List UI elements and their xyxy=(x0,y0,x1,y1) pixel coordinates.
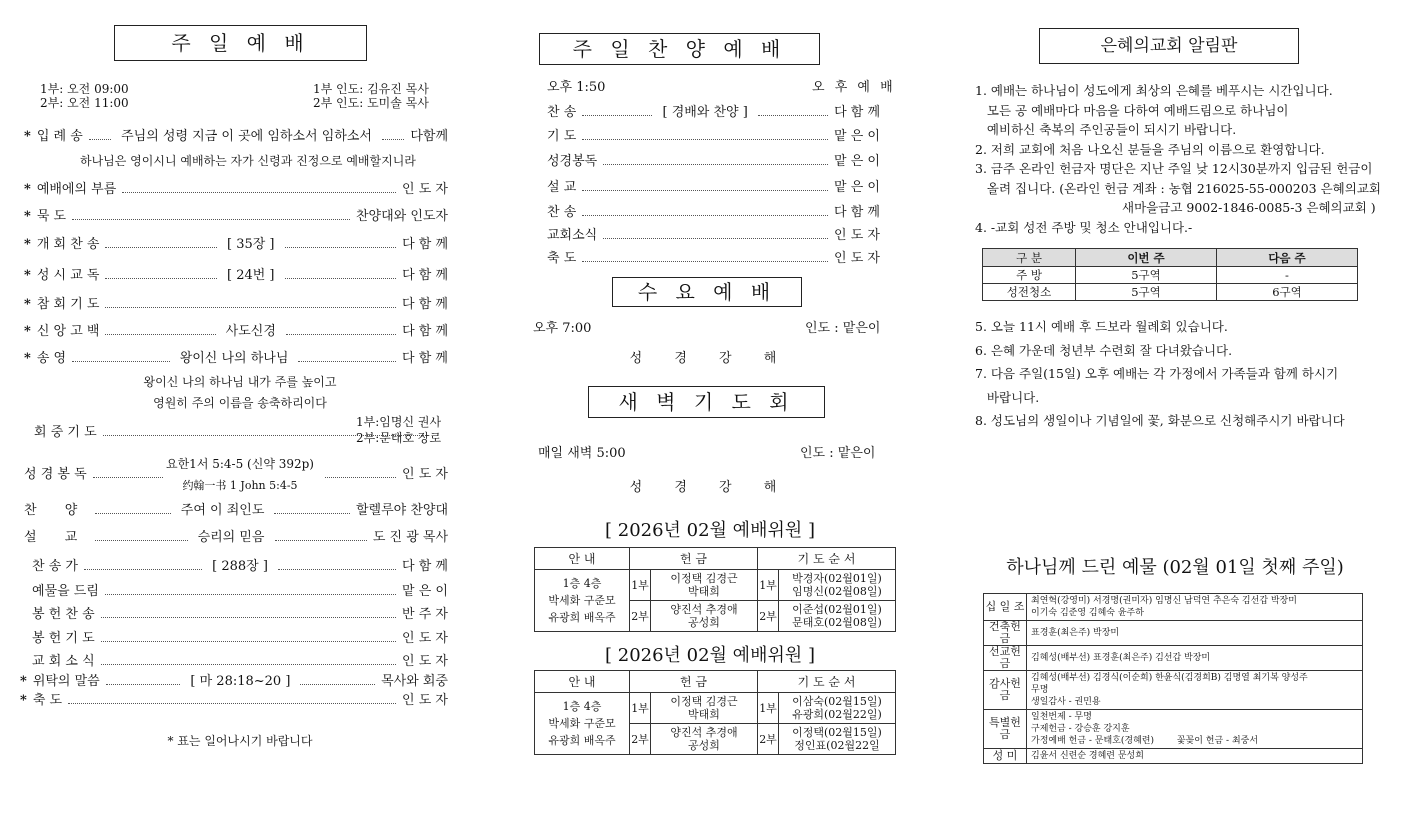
star-mark: * xyxy=(24,182,31,197)
order-item-label: 성 시 교 독 xyxy=(36,268,100,283)
order-item-label: 찬 양 xyxy=(24,503,90,518)
order-item-mid: 주님의 성령 지금 이 곳에 임하소서 임하소서 xyxy=(121,129,372,144)
guide-line: 박세화 구준모 xyxy=(548,717,616,730)
order-item-label: 예배에의 부름 xyxy=(36,182,117,197)
offer-part: 1부 xyxy=(630,693,651,724)
order-item xyxy=(32,556,448,574)
order-item-right: 맡 은 이 xyxy=(834,154,880,169)
order-item xyxy=(547,177,880,195)
service-times xyxy=(40,82,129,110)
offer-names xyxy=(651,601,758,632)
notice-line: 3. 금주 온라인 헌금자 명단은 지난 주일 낮 12시30분까지 입금된 헌금이 xyxy=(975,161,1373,176)
opening-verse: 하나님은 영이시니 예배하는 자가 신령과 진정으로 예배할지니라 xyxy=(80,154,416,168)
offering-names xyxy=(1027,594,1363,621)
order-item xyxy=(547,102,880,120)
clean-header: 이번 주 xyxy=(1076,249,1217,267)
wednesday-title: 수 요 예 배 xyxy=(612,277,802,307)
order-item-right: 다 함 께 xyxy=(402,351,448,366)
order-item-label: 교 회 소 식 xyxy=(32,654,95,669)
offering-line: 최연혁(강영미) 서경명(권미자) 임명신 남덕연 추은숙 김선갑 박장미 xyxy=(1031,596,1297,606)
star-mark: * xyxy=(24,297,31,312)
offer-name: 양진석 추경애 xyxy=(670,726,738,739)
offering-category: 성 미 xyxy=(984,749,1027,764)
order-item-mid: 주여 이 죄인도 xyxy=(180,503,265,518)
order-item-right: 맡 은 이 xyxy=(834,129,880,144)
doxology-line-1: 왕이신 나의 하나님 내가 주를 높이고 xyxy=(143,375,337,389)
offering-row xyxy=(984,749,1363,764)
star-mark: * xyxy=(20,693,27,708)
order-item xyxy=(24,265,448,283)
order-item-mid: [ 마 28:18~20 ] xyxy=(190,674,291,689)
order-item-label: 축 도 xyxy=(32,693,63,708)
prayer-part: 2부 xyxy=(758,601,779,632)
clean-header: 구 분 xyxy=(983,249,1076,267)
prayer-name: 문태호(02월08일) xyxy=(792,616,882,629)
offer-name: 박태희 xyxy=(688,708,720,721)
order-item-right: 인 도 자 xyxy=(402,631,448,646)
offering-category: 건축헌금 xyxy=(984,621,1027,646)
order-item xyxy=(24,234,448,252)
scripture-ref-en: 约翰一书 1 John 5:4-5 xyxy=(182,479,298,492)
offering-line: 생일감사 - 권민용 xyxy=(1031,697,1101,707)
order-item-label: 위탁의 말씀 xyxy=(32,674,100,689)
offering-row xyxy=(984,621,1363,646)
guide-line: 유광희 배옥주 xyxy=(548,611,616,624)
notice-line: 바랍니다. xyxy=(975,389,1040,405)
order-item-mid: 승리의 믿음 xyxy=(197,530,265,545)
notice-line: 1. 예배는 하나님이 성도에게 최상의 은혜를 베푸시는 시간입니다. xyxy=(975,83,1333,98)
duty-header: 안 내 xyxy=(535,548,630,570)
notice-list xyxy=(975,80,1381,236)
notice-line: 2. 저희 교회에 처음 나오신 분들을 주님의 이름으로 환영합니다. xyxy=(975,141,1325,157)
clean-cell: 주 방 xyxy=(983,267,1076,284)
order-item-label: 봉 헌 기 도 xyxy=(32,631,95,646)
order-item xyxy=(547,248,880,266)
order-item-mid: 왕이신 나의 하나님 xyxy=(179,351,289,366)
order-item-label: 교회소식 xyxy=(547,228,598,243)
order-item xyxy=(24,348,448,366)
clean-cell: 6구역 xyxy=(1217,284,1358,301)
order-item-right: 인 도 자 xyxy=(402,182,448,197)
dawn-sub: 성 경 강 해 xyxy=(629,480,791,495)
cleaning-table xyxy=(982,248,1358,301)
order-item-label: 신 앙 고 백 xyxy=(36,324,100,339)
order-item-right: 인 도 자 xyxy=(834,228,880,243)
prayer-part: 2부 xyxy=(758,724,779,755)
star-mark: * xyxy=(24,237,31,252)
notice-list-2 xyxy=(975,316,1345,434)
duty-header: 헌 금 xyxy=(630,671,758,693)
order-item-mid: [ 288장 ] xyxy=(212,559,268,574)
prayer-names xyxy=(779,601,896,632)
order-item-label: 송 영 xyxy=(36,351,67,366)
duty-title-2: [ 2026년 02월 예배위원 ] xyxy=(605,645,815,666)
offer-names xyxy=(651,570,758,601)
order-item-right: 인 도 자 xyxy=(402,654,448,669)
offering-names xyxy=(1027,749,1363,764)
order-item xyxy=(32,628,448,646)
prayer-name: 유광희(02월22일) xyxy=(792,708,882,721)
order-item-right: 다 함 께 xyxy=(402,324,449,339)
order-item-right: 다 함 께 xyxy=(402,559,448,574)
offer-name: 이정택 김경근 xyxy=(670,695,738,708)
order-item-right: 다 함 께 xyxy=(834,205,880,220)
prayer-name: 박경자(02월01일) xyxy=(792,572,882,585)
order-item-right: 맡 은 이 xyxy=(834,180,880,195)
prayer-name: 이정택(02월15일) xyxy=(792,726,882,739)
order-item-right: 인 도 자 xyxy=(834,251,880,266)
order-item-label: 설 교 xyxy=(24,530,90,545)
duty-guide xyxy=(535,693,630,755)
order-item xyxy=(24,321,448,339)
offering-line: 구제헌금 - 강승훈 강지훈 xyxy=(1031,724,1130,734)
prayer-leader-2: 2부:문태호 장로 xyxy=(356,431,442,445)
service-time-2: 2부: 오전 11:00 xyxy=(40,96,129,110)
notice-line: 6. 은혜 가운데 청년부 수련회 잘 다녀왔습니다. xyxy=(975,342,1233,358)
offer-name: 공성희 xyxy=(688,616,720,629)
order-item-label: 참 회 기 도 xyxy=(36,297,100,312)
order-item xyxy=(32,604,448,622)
dawn-title: 새 벽 기 도 회 xyxy=(588,386,825,418)
order-item-right: 다함께 xyxy=(410,129,449,144)
offering-names xyxy=(1027,710,1363,749)
order-item-mid: 사도신경 xyxy=(225,324,276,339)
order-item-label: 성경봉독 xyxy=(547,154,598,169)
order-item-label: 입 례 송 xyxy=(36,129,83,144)
order-item-right: 인 도 자 xyxy=(402,467,448,482)
duty-header: 기 도 순 서 xyxy=(758,548,896,570)
afternoon-time: 오후 1:50 xyxy=(547,80,606,95)
offer-name: 양진석 추경애 xyxy=(670,603,738,616)
star-mark: * xyxy=(24,129,31,144)
offering-line: 일천번제 - 무명 xyxy=(1031,712,1092,722)
duty-header: 헌 금 xyxy=(630,548,758,570)
service-time-1: 1부: 오전 09:00 xyxy=(40,82,129,96)
dawn-time: 매일 새벽 5:00 xyxy=(538,446,626,461)
prayer-part: 1부 xyxy=(758,693,779,724)
right-title: 은혜의교회 알림판 xyxy=(1039,28,1299,64)
guide-line: 1층 4층 xyxy=(562,577,602,590)
duty-table xyxy=(534,547,896,632)
order-item-right: 할렐루야 찬양대 xyxy=(355,503,449,518)
order-item xyxy=(547,225,880,243)
guide-line: 1층 4층 xyxy=(562,700,602,713)
order-item-label: 기 도 xyxy=(547,129,577,144)
order-item-label: 개 회 찬 송 xyxy=(36,237,100,252)
offering-row xyxy=(984,710,1363,749)
wednesday-leader: 인도 : 맡은이 xyxy=(805,321,881,336)
offer-part: 2부 xyxy=(630,601,651,632)
offering-line: 이기숙 김준영 김혜숙 윤주하 xyxy=(1031,608,1144,618)
offer-name: 공성희 xyxy=(688,739,720,752)
offer-names xyxy=(651,693,758,724)
offering-row xyxy=(984,594,1363,621)
offering-title: 하나님께 드린 예물 (02월 01일 첫째 주일) xyxy=(1006,557,1344,578)
order-item-right: 다 함 께 xyxy=(402,297,448,312)
prayer-name: 이준섭(02월01일) xyxy=(792,603,882,616)
guide-line: 박세화 구준모 xyxy=(548,594,616,607)
order-item-label: 설 교 xyxy=(547,180,577,195)
clean-cell: - xyxy=(1217,267,1358,284)
order-item xyxy=(24,179,448,197)
order-item-label: 찬 송 xyxy=(547,205,577,220)
offering-line: 표경훈(최은주) 박장미 xyxy=(1031,628,1120,638)
order-item-label: 예물을 드림 xyxy=(32,584,99,599)
offering-line: 김혜성(배부선) 표경훈(최은주) 김선갑 박장미 xyxy=(1031,653,1211,663)
offer-name: 박태희 xyxy=(688,585,720,598)
order-item-right: 인 도 자 xyxy=(402,693,448,708)
prayer-names xyxy=(779,570,896,601)
wednesday-time: 오후 7:00 xyxy=(533,321,592,336)
order-item-label: 성 경 봉 독 xyxy=(24,467,87,482)
star-mark: * xyxy=(24,324,31,339)
prayer-leader-1: 1부:임명신 권사 xyxy=(356,415,442,429)
order-item-right: 반 주 자 xyxy=(402,607,448,622)
offer-part: 1부 xyxy=(630,570,651,601)
offering-row xyxy=(984,646,1363,671)
offer-names xyxy=(651,724,758,755)
offering-category: 선교헌금 xyxy=(984,646,1027,671)
duty-title-1: [ 2026년 02월 예배위원 ] xyxy=(605,520,815,541)
order-item-right: 다 함 께 xyxy=(402,237,449,252)
notice-line: 4. -교회 성전 주방 및 청소 안내입니다.- xyxy=(975,219,1193,235)
notice-line: 올려 집니다. (온라인 헌금 계좌 : 농협 216025-55-000203 은혜의교회 xyxy=(975,180,1381,196)
offering-line: 무명 xyxy=(1031,685,1049,695)
order-item-right: 다 함 께 xyxy=(402,268,449,283)
order-item-label: 축 도 xyxy=(547,251,577,266)
offering-table xyxy=(983,593,1363,764)
order-item-mid: [ 35장 ] xyxy=(227,237,275,252)
star-mark: * xyxy=(20,674,27,689)
order-item xyxy=(20,671,448,689)
order-item xyxy=(24,126,448,144)
service-leader-1: 1부 인도: 김유진 목사 xyxy=(313,82,429,96)
order-item-right: 다 함 께 xyxy=(834,105,881,120)
order-item xyxy=(24,206,448,224)
order-item-label: 봉 헌 찬 송 xyxy=(32,607,95,622)
order-item-label: 회 중 기 도 xyxy=(34,425,97,440)
duty-header: 기 도 순 서 xyxy=(758,671,896,693)
order-item-mid: [ 경배와 찬양 ] xyxy=(662,105,748,120)
clean-header: 다음 주 xyxy=(1217,249,1358,267)
notice-line: 8. 성도님의 생일이나 기념일에 꽃, 화분으로 신청해주시기 바랍니다 xyxy=(975,413,1345,428)
middle-title: 주 일 찬 양 예 배 xyxy=(539,33,820,65)
order-item xyxy=(24,294,448,312)
offering-row xyxy=(984,671,1363,710)
notice-line: 예비하신 축복의 주인공들이 되시기 바랍니다. xyxy=(975,122,1237,137)
prayer-leaders xyxy=(356,414,441,446)
offering-names xyxy=(1027,671,1363,710)
guide-line: 유광희 배옥주 xyxy=(548,734,616,747)
order-item-mid: [ 24번 ] xyxy=(227,268,275,283)
order-item xyxy=(547,151,880,169)
order-item xyxy=(547,126,880,144)
clean-cell: 5구역 xyxy=(1076,267,1217,284)
offering-category: 감사헌금 xyxy=(984,671,1027,710)
order-item-right: 찬양대와 인도자 xyxy=(355,209,448,224)
left-title: 주 일 예 배 xyxy=(114,25,367,61)
order-item-right: 맡 은 이 xyxy=(402,584,448,599)
order-item-right: 목사와 회중 xyxy=(381,674,448,689)
offering-line: 김혜성(배부선) 김경식(이순희) 한윤식(김경희B) 김명열 최기복 양성주 xyxy=(1031,673,1308,683)
star-mark: * xyxy=(24,351,31,366)
order-item-label: 묵 도 xyxy=(36,209,67,224)
offering-names xyxy=(1027,646,1363,671)
star-mark: * xyxy=(24,209,31,224)
offer-name: 이정택 김경근 xyxy=(670,572,738,585)
notice-line: 7. 다음 주일(15일) 오후 예배는 각 가정에서 가족들과 함께 하시기 xyxy=(975,366,1339,381)
offer-part: 2부 xyxy=(630,724,651,755)
clean-cell: 5구역 xyxy=(1076,284,1217,301)
prayer-names xyxy=(779,693,896,724)
doxology-line-2: 영원히 주의 이름을 송축하리이다 xyxy=(153,396,327,410)
order-item-label: 찬 송 가 xyxy=(32,559,78,574)
prayer-name: 이삼숙(02월15일) xyxy=(792,695,882,708)
notice-line: 5. 오늘 11시 예배 후 드보라 월례회 있습니다. xyxy=(975,319,1228,334)
order-item-right: 도 진 광 목사 xyxy=(372,530,448,545)
offering-line: 김윤서 신련순 경혜련 문성희 xyxy=(1031,751,1144,761)
offering-category: 특별헌금 xyxy=(984,710,1027,749)
scripture-ref: 요한1서 5:4-5 (신약 392p) xyxy=(166,457,314,471)
prayer-names xyxy=(779,724,896,755)
order-item-label: 찬 송 xyxy=(547,105,577,120)
afternoon-label: 오 후 예 배 xyxy=(812,80,896,95)
order-item xyxy=(20,690,448,708)
order-item-sermon xyxy=(24,527,448,545)
dawn-leader: 인도 : 맡은이 xyxy=(800,446,876,461)
duty-guide xyxy=(535,570,630,632)
order-item xyxy=(547,202,880,220)
order-item-praise xyxy=(24,500,448,518)
service-leader-2: 2부 인도: 도미솔 목사 xyxy=(313,96,429,110)
prayer-name: 임명신(02월08일) xyxy=(792,585,882,598)
notice-line: 모든 공 예배마다 마음을 다하여 예배드림으로 하나님이 xyxy=(975,102,1289,118)
wednesday-sub: 성 경 강 해 xyxy=(629,351,791,366)
offering-line: 가정예배 헌금 - 문태호(경혜련) 꽃꽂이 헌금 - 최중서 xyxy=(1031,736,1259,746)
star-mark: * xyxy=(24,268,31,283)
offering-category: 십 일 조 xyxy=(984,594,1027,621)
duty-header: 안 내 xyxy=(535,671,630,693)
order-item xyxy=(32,581,448,599)
duty-table xyxy=(534,670,896,755)
prayer-name: 정인표(02월22일 xyxy=(794,739,880,752)
footnote: * 표는 일어나시기 바랍니다 xyxy=(167,734,313,748)
service-leaders xyxy=(313,82,429,110)
prayer-part: 1부 xyxy=(758,570,779,601)
order-item xyxy=(32,651,448,669)
notice-line: 새마을금고 9002-1846-0085-3 은혜의교회 ) xyxy=(975,200,1376,215)
clean-cell: 성전청소 xyxy=(983,284,1076,301)
offering-names xyxy=(1027,621,1363,646)
